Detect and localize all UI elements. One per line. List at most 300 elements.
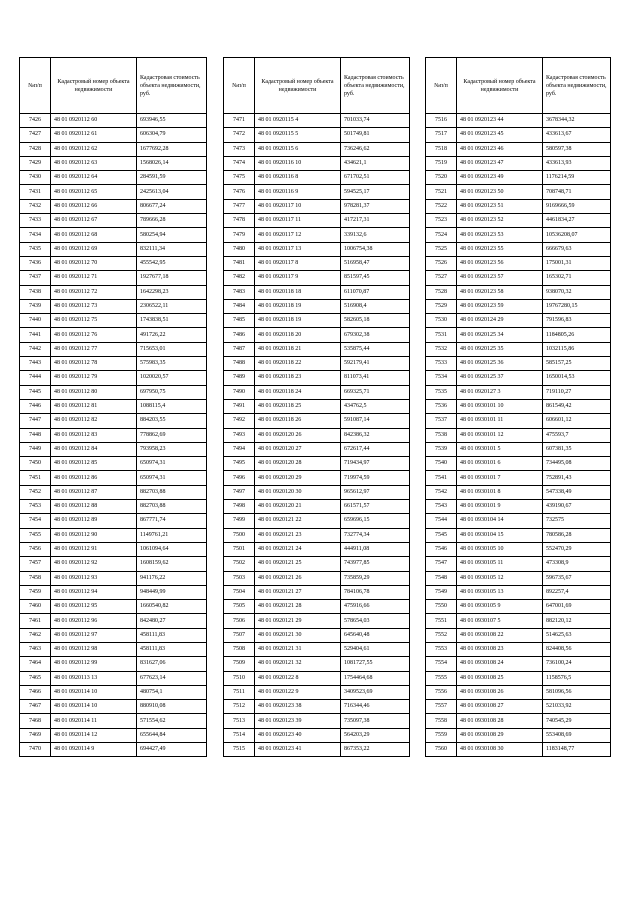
cadastral-value-cell: 521033,92 <box>543 700 611 714</box>
cadastral-number-cell: 48 01 0920117 9 <box>255 271 341 285</box>
table-row <box>224 628 410 642</box>
row-number-cell: 7485 <box>224 314 255 328</box>
cadastral-value-cell: 671702,51 <box>341 171 410 185</box>
table-row <box>20 142 207 156</box>
cadastral-value-cell: 2306522,11 <box>137 299 207 313</box>
cadastral-value-cell: 736246,62 <box>341 142 410 156</box>
row-number-cell: 7470 <box>20 743 51 757</box>
table-row <box>224 743 410 757</box>
row-number-cell: 7494 <box>224 442 255 456</box>
table-row <box>224 228 410 242</box>
cadastral-value-cell: 535875,44 <box>341 342 410 356</box>
table-row <box>20 256 207 270</box>
cadastral-value-cell: 529404,61 <box>341 642 410 656</box>
table-row <box>224 457 410 471</box>
cadastral-value-cell: 661571,57 <box>341 500 410 514</box>
table-row <box>20 600 207 614</box>
cadastral-number-cell: 48 01 0920117 10 <box>255 199 341 213</box>
row-number-cell: 7431 <box>20 185 51 199</box>
row-number-cell: 7539 <box>426 442 457 456</box>
cadastral-value-cell: 1743838,51 <box>137 314 207 328</box>
cadastral-number-cell: 48 01 0920112 82 <box>51 414 137 428</box>
table-row <box>426 542 611 556</box>
table-row <box>224 500 410 514</box>
cadastral-number-cell: 48 01 0920112 69 <box>51 242 137 256</box>
cadastral-number-cell: 48 01 0920125 36 <box>457 357 543 371</box>
row-number-cell: 7521 <box>426 185 457 199</box>
cadastral-number-cell: 48 01 0930101 9 <box>457 500 543 514</box>
row-number-cell: 7523 <box>426 214 457 228</box>
row-number-cell: 7479 <box>224 228 255 242</box>
cadastral-value-cell: 735097,38 <box>341 714 410 728</box>
header-cadastral-number: Кадастровый номер объекта недвижимости <box>457 58 543 114</box>
row-number-cell: 7484 <box>224 299 255 313</box>
cadastral-number-cell: 48 01 0920123 50 <box>457 185 543 199</box>
cadastral-value-cell: 458111,83 <box>137 628 207 642</box>
row-number-cell: 7481 <box>224 256 255 270</box>
row-number-cell: 7551 <box>426 614 457 628</box>
row-number-cell: 7432 <box>20 199 51 213</box>
table-row <box>224 299 410 313</box>
row-number-cell: 7495 <box>224 457 255 471</box>
table-row <box>426 285 611 299</box>
cadastral-number-cell: 48 01 0920123 53 <box>457 228 543 242</box>
cadastral-number-cell: 48 01 0930108 24 <box>457 657 543 671</box>
cadastral-number-cell: 48 01 0920121 25 <box>255 557 341 571</box>
table-row <box>426 514 611 528</box>
cadastral-value-cell: 938070,32 <box>543 285 611 299</box>
cadastral-value-cell: 582605,18 <box>341 314 410 328</box>
cadastral-value-cell: 547338,49 <box>543 485 611 499</box>
row-number-cell: 7493 <box>224 428 255 442</box>
row-number-cell: 7434 <box>20 228 51 242</box>
cadastral-number-cell: 48 01 0920112 95 <box>51 600 137 614</box>
row-number-cell: 7546 <box>426 542 457 556</box>
cadastral-value-cell: 434762,5 <box>341 399 410 413</box>
cadastral-value-cell: 784106,78 <box>341 585 410 599</box>
cadastral-value-cell: 882703,88 <box>137 485 207 499</box>
table-row <box>426 442 611 456</box>
table-row <box>426 357 611 371</box>
cadastral-number-cell: 48 01 0930101 12 <box>457 428 543 442</box>
row-number-cell: 7473 <box>224 142 255 156</box>
row-number-cell: 7547 <box>426 557 457 571</box>
cadastral-number-cell: 48 01 0920112 65 <box>51 185 137 199</box>
row-number-cell: 7430 <box>20 171 51 185</box>
cadastral-value-cell: 339132,6 <box>341 228 410 242</box>
row-number-cell: 7558 <box>426 714 457 728</box>
row-number-cell: 7451 <box>20 471 51 485</box>
cadastral-value-cell: 473308,9 <box>543 557 611 571</box>
table-row <box>426 528 611 542</box>
row-number-cell: 7489 <box>224 371 255 385</box>
cadastral-value-cell: 650974,31 <box>137 457 207 471</box>
cadastral-value-cell: 948449,99 <box>137 585 207 599</box>
cadastral-number-cell: 48 01 0920112 71 <box>51 271 137 285</box>
row-number-cell: 7516 <box>426 114 457 128</box>
row-number-cell: 7559 <box>426 728 457 742</box>
cadastral-number-cell: 48 01 0920118 23 <box>255 371 341 385</box>
cadastral-value-cell: 842386,32 <box>341 428 410 442</box>
cadastral-number-cell: 48 01 0920112 88 <box>51 500 137 514</box>
row-number-cell: 7468 <box>20 714 51 728</box>
cadastral-value-cell: 778862,69 <box>137 428 207 442</box>
cadastral-value-cell: 516958,47 <box>341 256 410 270</box>
table-row <box>20 585 207 599</box>
row-number-cell: 7447 <box>20 414 51 428</box>
cadastral-value-cell: 585157,25 <box>543 357 611 371</box>
row-number-cell: 7462 <box>20 628 51 642</box>
cadastral-value-cell: 1020020,57 <box>137 371 207 385</box>
cadastral-number-cell: 48 01 0920118 22 <box>255 357 341 371</box>
cadastral-value-cell: 475593,7 <box>543 428 611 442</box>
cadastral-value-cell: 9169666,59 <box>543 199 611 213</box>
cadastral-number-cell: 48 01 0920112 83 <box>51 428 137 442</box>
table-row <box>426 500 611 514</box>
row-number-cell: 7466 <box>20 685 51 699</box>
cadastral-number-cell: 48 01 0920114 9 <box>51 743 137 757</box>
cadastral-number-cell: 48 01 0920123 51 <box>457 199 543 213</box>
cadastral-number-cell: 48 01 0920120 28 <box>255 457 341 471</box>
row-number-cell: 7530 <box>426 314 457 328</box>
cadastral-value-cell: 867771,74 <box>137 514 207 528</box>
cadastral-value-cell: 882120,12 <box>543 614 611 628</box>
row-number-cell: 7502 <box>224 557 255 571</box>
cadastral-number-cell: 48 01 0920127 3 <box>457 385 543 399</box>
cadastral-table-3 <box>425 57 611 757</box>
cadastral-number-cell: 48 01 0920115 5 <box>255 128 341 142</box>
cadastral-number-cell: 48 01 0920123 47 <box>457 156 543 170</box>
cadastral-number-cell: 48 01 0920118 21 <box>255 342 341 356</box>
cadastral-value-cell: 694427,49 <box>137 743 207 757</box>
row-number-cell: 7555 <box>426 671 457 685</box>
row-number-cell: 7428 <box>20 142 51 156</box>
row-number-cell: 7487 <box>224 342 255 356</box>
row-number-cell: 7477 <box>224 199 255 213</box>
table-row <box>224 542 410 556</box>
table-row <box>224 657 410 671</box>
table-row <box>20 671 207 685</box>
table-row <box>426 685 611 699</box>
cadastral-number-cell: 48 01 0920114 10 <box>51 700 137 714</box>
table-row <box>20 314 207 328</box>
table-row <box>426 414 611 428</box>
cadastral-number-cell: 48 01 0920112 86 <box>51 471 137 485</box>
table-row <box>20 242 207 256</box>
table-row <box>20 657 207 671</box>
cadastral-value-cell: 780586,28 <box>543 528 611 542</box>
table-row <box>426 614 611 628</box>
table-row <box>224 256 410 270</box>
header-cadastral-value: Кадастровая стоимость объекта недвижимости, руб. <box>137 58 207 114</box>
table-row <box>224 557 410 571</box>
cadastral-value-cell: 941176,22 <box>137 571 207 585</box>
cadastral-number-cell: 48 01 0920112 92 <box>51 557 137 571</box>
row-number-cell: 7510 <box>224 671 255 685</box>
cadastral-value-cell: 455542,95 <box>137 256 207 270</box>
row-number-cell: 7453 <box>20 500 51 514</box>
cadastral-number-cell: 48 01 0920112 84 <box>51 442 137 456</box>
cadastral-number-cell: 48 01 0920121 32 <box>255 657 341 671</box>
cadastral-number-cell: 48 01 0920117 12 <box>255 228 341 242</box>
cadastral-number-cell: 48 01 0930108 22 <box>457 628 543 642</box>
cadastral-value-cell: 175001,31 <box>543 256 611 270</box>
cadastral-number-cell: 48 01 0920121 30 <box>255 628 341 642</box>
cadastral-value-cell: 611070,87 <box>341 285 410 299</box>
cadastral-value-cell: 575983,35 <box>137 357 207 371</box>
cadastral-number-cell: 48 01 0920121 22 <box>255 514 341 528</box>
cadastral-number-cell: 48 01 0920112 61 <box>51 128 137 142</box>
cadastral-value-cell: 832111,34 <box>137 242 207 256</box>
cadastral-number-cell: 48 01 0930105 9 <box>457 600 543 614</box>
row-number-cell: 7498 <box>224 500 255 514</box>
cadastral-value-cell: 606601,12 <box>543 414 611 428</box>
row-number-cell: 7476 <box>224 185 255 199</box>
table-row <box>224 371 410 385</box>
table-row <box>224 614 410 628</box>
row-number-cell: 7469 <box>20 728 51 742</box>
row-number-cell: 7553 <box>426 642 457 656</box>
cadastral-value-cell: 715653,01 <box>137 342 207 356</box>
row-number-cell: 7443 <box>20 357 51 371</box>
table-row <box>224 428 410 442</box>
row-number-cell: 7548 <box>426 571 457 585</box>
cadastral-number-cell: 48 01 0920121 27 <box>255 585 341 599</box>
cadastral-number-cell: 48 01 0920112 97 <box>51 628 137 642</box>
cadastral-number-cell: 48 01 0920123 49 <box>457 171 543 185</box>
table-row <box>426 557 611 571</box>
cadastral-value-cell: 811073,41 <box>341 371 410 385</box>
table-row <box>20 385 207 399</box>
cadastral-value-cell: 501749,81 <box>341 128 410 142</box>
table-row <box>20 128 207 142</box>
cadastral-number-cell: 48 01 0920120 27 <box>255 442 341 456</box>
table-row <box>20 542 207 556</box>
cadastral-value-cell: 1184805,26 <box>543 328 611 342</box>
table-row <box>426 428 611 442</box>
cadastral-value-cell: 716344,46 <box>341 700 410 714</box>
table-row <box>426 600 611 614</box>
cadastral-value-cell: 1006754,38 <box>341 242 410 256</box>
cadastral-value-cell: 880910,08 <box>137 700 207 714</box>
cadastral-number-cell: 48 01 0920112 79 <box>51 371 137 385</box>
cadastral-number-cell: 48 01 0920115 6 <box>255 142 341 156</box>
cadastral-value-cell: 514625,63 <box>543 628 611 642</box>
cadastral-value-cell: 434621,1 <box>341 156 410 170</box>
table-row <box>20 114 207 128</box>
row-number-cell: 7534 <box>426 371 457 385</box>
row-number-cell: 7506 <box>224 614 255 628</box>
cadastral-value-cell: 1568026,14 <box>137 156 207 170</box>
row-number-cell: 7549 <box>426 585 457 599</box>
cadastral-value-cell: 564203,29 <box>341 728 410 742</box>
row-number-cell: 7544 <box>426 514 457 528</box>
table-row <box>426 228 611 242</box>
row-number-cell: 7529 <box>426 299 457 313</box>
table-row <box>20 628 207 642</box>
table-row <box>224 357 410 371</box>
cadastral-number-cell: 48 01 0920125 35 <box>457 342 543 356</box>
table-row <box>224 642 410 656</box>
table-row <box>20 700 207 714</box>
cadastral-number-cell: 48 01 0920120 21 <box>255 500 341 514</box>
row-number-cell: 7486 <box>224 328 255 342</box>
cadastral-value-cell: 740545,29 <box>543 714 611 728</box>
row-number-cell: 7505 <box>224 600 255 614</box>
table-row <box>426 371 611 385</box>
cadastral-number-cell: 48 01 0930107 5 <box>457 614 543 628</box>
table-row <box>426 700 611 714</box>
cadastral-value-cell: 752891,43 <box>543 471 611 485</box>
table-row <box>426 114 611 128</box>
table-row <box>426 571 611 585</box>
cadastral-value-cell: 708748,71 <box>543 185 611 199</box>
cadastral-number-cell: 48 01 0930108 26 <box>457 685 543 699</box>
cadastral-value-cell: 806677,24 <box>137 199 207 213</box>
table-row <box>224 128 410 142</box>
table-row <box>426 171 611 185</box>
cadastral-number-cell: 48 01 0920112 72 <box>51 285 137 299</box>
cadastral-value-cell: 417217,31 <box>341 214 410 228</box>
table-row <box>20 399 207 413</box>
table-row <box>224 314 410 328</box>
cadastral-value-cell: 606304,79 <box>137 128 207 142</box>
cadastral-number-cell: 48 01 0920112 66 <box>51 199 137 213</box>
table-row <box>426 457 611 471</box>
table-row <box>426 199 611 213</box>
row-number-cell: 7439 <box>20 299 51 313</box>
cadastral-number-cell: 48 01 0920123 38 <box>255 700 341 714</box>
cadastral-value-cell: 672617,44 <box>341 442 410 456</box>
table-row <box>426 342 611 356</box>
cadastral-value-cell: 1650014,53 <box>543 371 611 385</box>
cadastral-value-cell: 4461834,27 <box>543 214 611 228</box>
table-row <box>426 242 611 256</box>
cadastral-value-cell: 607381,35 <box>543 442 611 456</box>
cadastral-number-cell: 48 01 0930101 11 <box>457 414 543 428</box>
cadastral-number-cell: 48 01 0920123 44 <box>457 114 543 128</box>
row-number-cell: 7461 <box>20 614 51 628</box>
table-row <box>426 471 611 485</box>
row-number-cell: 7475 <box>224 171 255 185</box>
row-number-cell: 7427 <box>20 128 51 142</box>
table-row <box>426 642 611 656</box>
cadastral-number-cell: 48 01 0920120 30 <box>255 485 341 499</box>
row-number-cell: 7554 <box>426 657 457 671</box>
table-row <box>20 457 207 471</box>
table-row <box>224 385 410 399</box>
table-row <box>426 214 611 228</box>
header-cadastral-value: Кадастровая стоимость объекта недвижимости, руб. <box>341 58 410 114</box>
cadastral-number-cell: 48 01 0920123 56 <box>457 256 543 270</box>
cadastral-value-cell: 842480,27 <box>137 614 207 628</box>
cadastral-number-cell: 48 01 0920116 9 <box>255 185 341 199</box>
table-row <box>20 228 207 242</box>
row-number-cell: 7519 <box>426 156 457 170</box>
table-row <box>20 714 207 728</box>
row-number-cell: 7483 <box>224 285 255 299</box>
table-row <box>20 214 207 228</box>
table-row <box>224 514 410 528</box>
cadastral-number-cell: 48 01 0920112 81 <box>51 399 137 413</box>
row-number-cell: 7522 <box>426 199 457 213</box>
table-row <box>224 399 410 413</box>
cadastral-value-cell: 1754464,68 <box>341 671 410 685</box>
row-number-cell: 7517 <box>426 128 457 142</box>
row-number-cell: 7455 <box>20 528 51 542</box>
cadastral-number-cell: 48 01 0920123 45 <box>457 128 543 142</box>
table-row <box>224 285 410 299</box>
cadastral-number-cell: 48 01 0920112 80 <box>51 385 137 399</box>
cadastral-value-cell: 552470,29 <box>543 542 611 556</box>
table-row <box>20 342 207 356</box>
table-row <box>224 271 410 285</box>
row-number-cell: 7448 <box>20 428 51 442</box>
row-number-cell: 7472 <box>224 128 255 142</box>
cadastral-number-cell: 48 01 0920125 37 <box>457 371 543 385</box>
cadastral-value-cell: 1183148,77 <box>543 743 611 757</box>
cadastral-number-cell: 48 01 0920112 96 <box>51 614 137 628</box>
cadastral-value-cell: 793958,23 <box>137 442 207 456</box>
row-number-cell: 7490 <box>224 385 255 399</box>
table-row <box>20 414 207 428</box>
cadastral-value-cell: 2425613,04 <box>137 185 207 199</box>
cadastral-number-cell: 48 01 0920112 70 <box>51 256 137 270</box>
table-row <box>224 685 410 699</box>
cadastral-number-cell: 48 01 0920112 75 <box>51 314 137 328</box>
cadastral-number-cell: 48 01 0930105 11 <box>457 557 543 571</box>
cadastral-number-cell: 48 01 0920117 8 <box>255 256 341 270</box>
cadastral-number-cell: 48 01 0930108 25 <box>457 671 543 685</box>
cadastral-value-cell: 491726,22 <box>137 328 207 342</box>
row-number-cell: 7503 <box>224 571 255 585</box>
row-number-cell: 7535 <box>426 385 457 399</box>
cadastral-value-cell: 655644,84 <box>137 728 207 742</box>
table-row <box>20 685 207 699</box>
cadastral-number-cell: 48 01 0930104 15 <box>457 528 543 542</box>
cadastral-number-cell: 48 01 0920112 76 <box>51 328 137 342</box>
cadastral-number-cell: 48 01 0930108 29 <box>457 728 543 742</box>
cadastral-value-cell: 165302,71 <box>543 271 611 285</box>
row-number-cell: 7499 <box>224 514 255 528</box>
cadastral-value-cell: 571554,62 <box>137 714 207 728</box>
document-tables <box>19 57 611 756</box>
table-row <box>426 728 611 742</box>
table-row <box>20 428 207 442</box>
row-number-cell: 7478 <box>224 214 255 228</box>
cadastral-value-cell: 650974,31 <box>137 471 207 485</box>
table-row <box>426 399 611 413</box>
cadastral-value-cell: 719110,27 <box>543 385 611 399</box>
table-row <box>224 199 410 213</box>
table-row <box>426 628 611 642</box>
cadastral-number-cell: 48 01 0920121 24 <box>255 542 341 556</box>
table-row <box>20 185 207 199</box>
cadastral-number-cell: 48 01 0930108 27 <box>457 700 543 714</box>
table-header-row <box>426 58 611 114</box>
cadastral-number-cell: 48 01 0920112 93 <box>51 571 137 585</box>
cadastral-value-cell: 647001,69 <box>543 600 611 614</box>
row-number-cell: 7436 <box>20 256 51 270</box>
row-number-cell: 7542 <box>426 485 457 499</box>
row-number-cell: 7491 <box>224 399 255 413</box>
row-number-cell: 7525 <box>426 242 457 256</box>
row-number-cell: 7442 <box>20 342 51 356</box>
table-row <box>20 500 207 514</box>
row-number-cell: 7550 <box>426 600 457 614</box>
cadastral-value-cell: 3678344,32 <box>543 114 611 128</box>
table-row <box>224 414 410 428</box>
